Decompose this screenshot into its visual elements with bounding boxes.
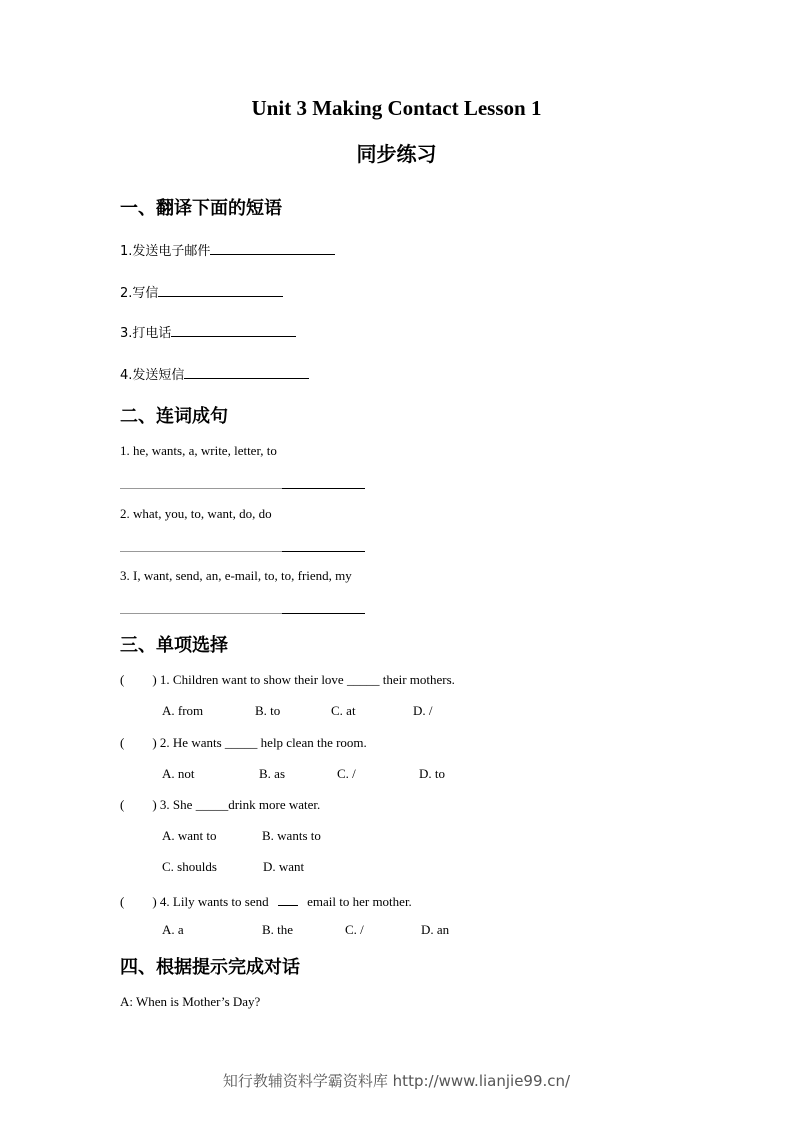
question-3 (120, 797, 320, 813)
question-stem: ) 1. Children want to show their love (152, 672, 347, 687)
option-a: A. a (162, 922, 184, 937)
option-a: A. not (162, 766, 195, 781)
question-stem: ) 3. She (152, 797, 196, 812)
answer-blank (158, 282, 283, 297)
translate-item-label: 2.写信 (120, 286, 159, 301)
answer-blank (171, 322, 296, 337)
option-d: D. / (413, 703, 433, 718)
open-paren: ( (120, 797, 125, 812)
option-b: B. wants to (262, 828, 321, 843)
option-a: A. from (162, 703, 204, 718)
option-d: D. to (419, 766, 445, 781)
translate-item-2 (120, 282, 283, 301)
translate-item-4 (120, 364, 309, 383)
dialogue-line-1: A: When is Mother’s Day? (120, 994, 261, 1009)
open-paren: ( (120, 894, 125, 909)
page-title: Unit 3 Making Contact Lesson 1 (251, 96, 542, 120)
question-2 (120, 735, 367, 751)
answer-blank (210, 240, 335, 255)
question-blank: _____ (346, 672, 380, 687)
question-stem-end: drink more water. (228, 797, 321, 812)
open-paren: ( (120, 735, 125, 750)
question-blank (278, 891, 298, 906)
option-c: C. at (331, 703, 356, 718)
option-c: C. / (337, 766, 356, 781)
sentence-prompt-1: 1. he, wants, a, write, letter, to (120, 443, 277, 458)
translate-item-label: 3.打电话 (120, 326, 172, 341)
translate-item-label: 1.发送电子邮件 (120, 244, 211, 259)
option-b: B. as (259, 766, 285, 781)
translate-item-label: 4.发送短信 (120, 368, 185, 383)
option-a: A. want to (162, 828, 217, 843)
option-b: B. to (255, 703, 281, 718)
question-stem-end: their mothers. (379, 672, 455, 687)
question-4 (120, 891, 412, 910)
option-d: D. want (263, 859, 305, 874)
option-c: C. shoulds (162, 859, 217, 874)
option-d: D. an (421, 922, 450, 937)
sentence-prompt-3: 3. I, want, send, an, e-mail, to, to, friend, my (120, 568, 352, 583)
section-heading-2: 二、连词成句 (120, 406, 228, 427)
question-stem-end: email to her mother. (303, 894, 412, 909)
question-1 (120, 672, 455, 688)
sentence-prompt-2: 2. what, you, to, want, do, do (120, 506, 272, 521)
translate-item-1 (120, 240, 335, 259)
question-stem: ) 2. He wants (152, 735, 225, 750)
translate-item-3 (120, 322, 296, 341)
footer-watermark: 知行教辅资料学霸资料库 http://www.lianjie99.cn/ (222, 1072, 571, 1090)
open-paren: ( (120, 672, 125, 687)
option-c: C. / (345, 922, 364, 937)
question-blank: _____ (224, 735, 258, 750)
section-heading-1: 一、翻译下面的短语 (120, 198, 282, 219)
question-stem-end: help clean the room. (257, 735, 367, 750)
option-b: B. the (262, 922, 294, 937)
section-heading-4: 四、根据提示完成对话 (120, 957, 300, 978)
section-heading-3: 三、单项选择 (120, 635, 228, 656)
question-blank: _____ (195, 797, 229, 812)
answer-blank (184, 364, 309, 379)
question-stem: ) 4. Lily wants to send (152, 894, 272, 909)
page-subtitle: 同步练习 (356, 142, 437, 166)
